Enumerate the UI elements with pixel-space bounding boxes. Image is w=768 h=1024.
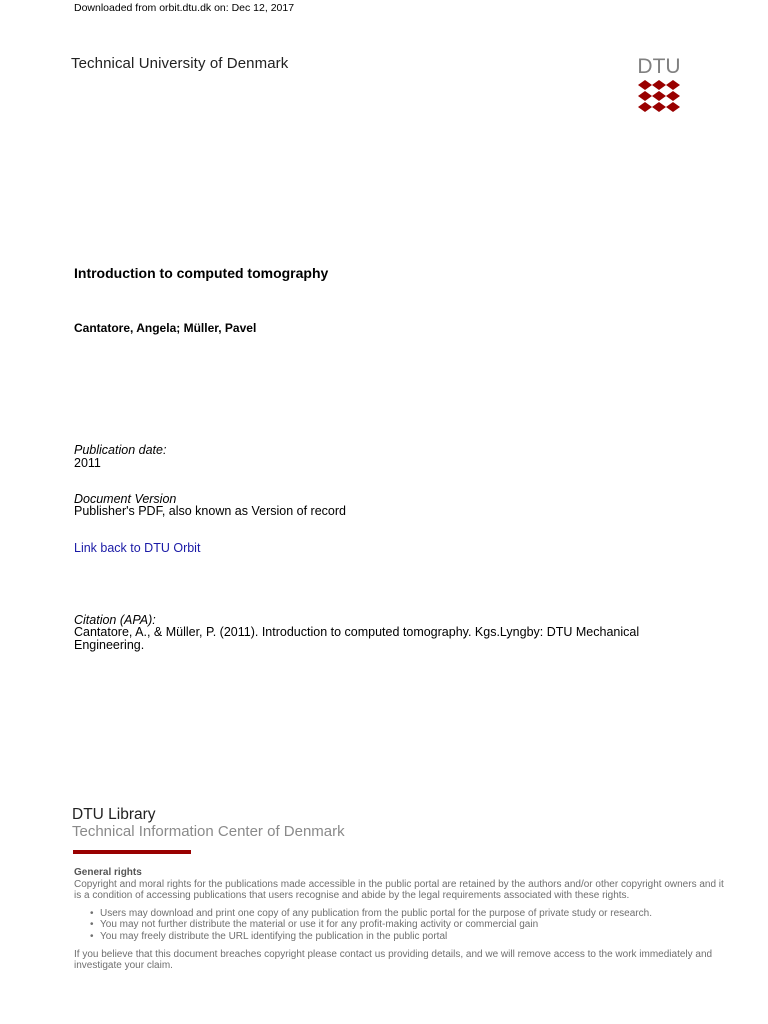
takedown-text: If you believe that this document breaches copyright please contact us providing details, and we will remove access to the work immediately and investigate your claim. bbox=[74, 948, 713, 972]
university-name: Technical University of Denmark bbox=[71, 55, 289, 72]
rights-section bbox=[74, 867, 724, 972]
download-note: Downloaded from orbit.dtu.dk on: Dec 12, 2017 bbox=[74, 2, 295, 14]
accent-divider bbox=[73, 850, 191, 854]
document-version: Publisher's PDF, also known as Version of record bbox=[74, 504, 346, 518]
bullet-icon: • bbox=[90, 919, 94, 931]
list-item: • You may freely distribute the URL identifying the publication in the public portal bbox=[90, 930, 448, 942]
library-name: DTU Library bbox=[72, 806, 156, 823]
library-subtitle: Technical Information Center of Denmark bbox=[72, 823, 345, 840]
publication-date-label: Publication date: bbox=[74, 443, 167, 457]
authors: Cantatore, Angela; Müller, Pavel bbox=[74, 321, 257, 335]
rights-text: Copyright and moral rights for the publications made accessible in the public portal are retained by the authors and/or other copyright owners and it is a condition of accessing publications that users recognise and abide by the legal requirements associated with these rights. bbox=[74, 878, 724, 902]
list-item: • Users may download and print one copy of any publication from the public portal for the purpose of private study or research. bbox=[90, 907, 652, 919]
publication-date: 2011 bbox=[74, 456, 101, 470]
svg-text:DTU: DTU bbox=[637, 55, 681, 78]
rights-heading: General rights bbox=[74, 867, 142, 878]
citation-label: Citation (APA): bbox=[74, 613, 156, 627]
dtu-logo bbox=[636, 54, 682, 112]
bullet-icon: • bbox=[90, 907, 94, 919]
document-version-label: Document Version bbox=[74, 492, 177, 506]
publication-title: Introduction to computed tomography bbox=[74, 265, 329, 281]
citation: Cantatore, A., & Müller, P. (2011). Introduction to computed tomography. Kgs.Lyngby: DTU Mechanical Engineering. bbox=[74, 625, 640, 652]
orbit-link[interactable]: Link back to DTU Orbit bbox=[74, 541, 201, 555]
list-item: • You may not further distribute the material or use it for any profit-making activity or commercial gain bbox=[90, 919, 539, 931]
bullet-icon: • bbox=[90, 930, 94, 942]
rights-list bbox=[74, 908, 724, 943]
